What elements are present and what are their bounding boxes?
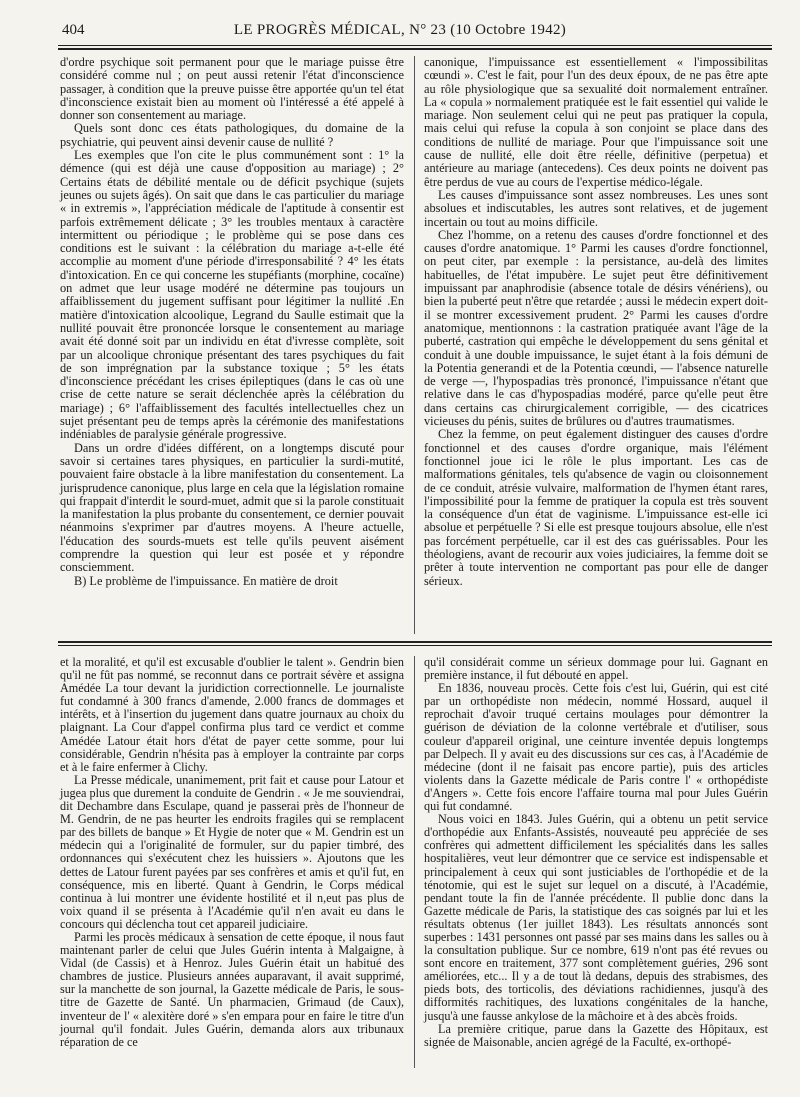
feature-column-right xyxy=(424,656,768,1049)
paragraph: d'ordre psychique soit permanent pour que le mariage puisse être considéré comme nul ; on peut aussi retenir l'état d'inconscience passager, à condition que la preuve puisse être apportée qu'un tel état d'inconscience existait bien au moment où l'intéressé a été appelé à donner son consentement au mariage. xyxy=(60,55,404,123)
page-number: 404 xyxy=(62,22,85,38)
page-header xyxy=(40,20,760,42)
article-column-left xyxy=(60,56,404,588)
paragraph: Nous voici en 1843. Jules Guérin, qui a obtenu un petit service d'orthopédie aux Enfants-Assistés, nouveauté peu appréciée de ses confrères qui admettent difficilement les spécialités dans les salles hospitalières, veut leur démontrer que ce service est indispensable et principalement à ceux qui sont justiciables de l'orthopédie et de la ténotomie, qui est le sujet sur lequel on a discuté, à l'Académie, pendant toute la fin de l'année précédente. Il publie donc dans la Gazette médicale de Paris, la statistique des cas soignés par lui et les résultats obtenus (1er juillet 1843). Les résultats annoncés sont superbes : 1431 personnes ont passé par ses mains dans les salles ou à la consultation publique. Sur ce nombre, 619 n'ont pas été revues ou sont encore en traitement, 377 sont complètement guéries, 296 sont améliorées, etc... Il y a de tout là dedans, depuis des strabismes, des pieds bots, des torticolis, des déviations rachidiennes, jusqu'à des difformités rachitiques, des luxations congénitales de la hanche, jusqu'à une fausse ankylose de la mâchoire et à des abcès froids. xyxy=(424,812,768,1023)
paragraph: Dans un ordre d'idées différent, on a longtemps discuté pour savoir si certaines tares physiques, en particulier la surdi-mutité, pouvaient faire obstacle à la libre manifestation du consentement. La jurisprudence canonique, plus large en cela que la législation romaine qui frappait d'interdit le sourd-muet, admit que si la parole constituait la manifestation la plus probante du consentement, ce dernier pouvait néanmoins s'exprimer par d'autres moyens. A l'heure actuelle, l'éducation des sourds-muets est telle qu'ils peuvent aisément comprendre la question qui leur est posée et y répondre consciemment. xyxy=(60,440,404,575)
article-top xyxy=(60,56,768,634)
section-rule-thick xyxy=(58,641,772,643)
paragraph: La Presse médicale, unanimement, prit fait et cause pour Latour et jugea plus que durement la conduite de Gendrin . « Je me souviendrai, dit Dechambre dans Esculape, quand je passerai près de l'honneur de M. Gendrin, de ne pas heurter les endroits fragiles qui se remplacent par des billets de banque » Et Hygie de noter que « M. Gendrin est un médecin qui a l'originalité de formuler, sur du papier timbré, des ordonnances qui s'exécutent chez les huissiers ». Ajoutons que les dettes de Latour furent payées par ses confrères et amis et qu'il fut, en conséquence, mis en liberté. Quant à Gendrin, le Corps médical continua à lui montrer une évidente hostilité et il n,eut pas plus de voix quand il se présenta à l'Académie qu'il n'en avait eu dans le concours qui déclencha tout cet appareil judiciaire. xyxy=(60,772,404,931)
paragraph: Chez l'homme, on a retenu des causes d'ordre fonctionnel et des causes d'ordre anatomique. 1° Parmi les causes d'ordre fonctionnel, on peut citer, par exemple : la persistance, au-delà des limites habituelles, de l'état impubère. Le sujet peut être définitivement impuissant par anaphrodisie (absence totale de désirs vénériens), ou bien la puberté peut n'être que retardée ; aussi le médecin expert doit-il se montrer excessivement prudent. 2° Parmi les causes d'ordre anatomique, mentionnons : la castration pratiquée avant l'âge de la puberté, castration qui empêche le développement du sens génital et conduit à une double impuissance, le sujet étant à la fois démuni de la Potentia generandi et de la Potentia cœundi, — l'absence naturelle de verge —, l'hypospadias très prononcé, l'impuissance n'étant que relative dans le cas d'hypospadias modéré, parce qu'elle peut être dans certains cas chirurgicalement corrigible, — des cicatrices vicieuses du pénis, suites de brûlures ou d'autres traumatismes. xyxy=(424,227,768,429)
paragraph: En 1836, nouveau procès. Cette fois c'est lui, Guérin, qui est cité par un orthopédiste non médecin, nommé Hossard, auquel il reprochait d'avoir truqué certains moulages pour démontrer la guérison de déviation de la colonne vertébrale et d'utiliser, sous couleur d'appareil original, une ceinture inventée depuis longtemps par Delpech. Il y avait eu des discussions sur ces cas, à l'Académie de médecine (dont il ne faisait pas encore partie), puis des articles violents dans la Gazette médicale de Paris contre l' « orthopédiste d'Angers ». Cette fois encore l'affaire tourna mal pour Jules Guérin qui fut condamné. xyxy=(424,681,768,814)
feature-column-left xyxy=(60,656,404,1049)
section-rule xyxy=(58,645,772,646)
paragraph: canonique, l'impuissance est essentiellement « l'impossibilitas cœundi ». C'est le fait, pour l'un des deux époux, de ne pas être apte au rôle physiologique que sa sexualité doit normalement entraîner. La « copula » normalement pratiquée est le fait essentiel qui valide le mariage. Non seulement celui qui ne peut pas pratiquer la copula, mais celui qui refuse la copula à son conjoint se place dans des conditions de nullité de mariage. Pour que l'impuissance soit une cause de nullité, elle doit être réelle, définitive (perpetua) et antérieure au mariage (antecedens). Ces deux points ne doivent pas être perdus de vue au cours de l'expertise médico-légale. xyxy=(424,55,768,189)
running-title: LE PROGRÈS MÉDICAL, N° 23 (10 Octobre 1942) xyxy=(233,22,567,38)
article-column-right xyxy=(424,56,768,588)
header-rule xyxy=(58,45,772,46)
feature-bottom xyxy=(60,656,768,1068)
header-rule-thick xyxy=(58,48,772,50)
paragraph: Parmi les procès médicaux à sensation de cette époque, il nous faut maintenant parler de celui que Jules Guérin intenta à Malgaigne, à Vidal (de Cassis) et à Henroz. Jules Guérin était un habitué des chambres de justice. Plusieurs années auparavant, il avait supprimé, sur la manchette de son journal, la Gazette médicale de Paris, le sous-titre de Gazette de Santé. Un pharmacien, Grimaud (de Caux), inventeur de l' « alexitère doré » s'en empara pour en faire le titre d'un journal qu'il fondait. Jules Guérin, demanda alors aux tribunaux réparation de ce xyxy=(60,929,404,1049)
paragraph: et la moralité, et qu'il est excusable d'oublier le talent ». Gendrin bien qu'il ne fût pas nommé, se reconnut dans ce portrait sévère et assigna Amédée La tour devant la juridiction correctionnelle. Le journaliste fut condamné à 300 francs d'amende, 2.000 francs de dommages et intérêts, et à l'insertion du jugement dans quatre journaux au choix du plaignant. La Cour d'appel confirma plus tard ce verdict et comme Amédée Latour était hors d'état de payer cette somme, pour lui considérable, Gendrin n'hésita pas à employer la contrainte par corps et à le faire enfermer à Clichy. xyxy=(60,655,404,774)
paragraph: Les exemples que l'on cite le plus communément sont : 1° la démence (qui est déjà une cause d'opposition au mariage) ; 2° Certains états de débilité mentale ou de déficit psychique (sujets jeunes ou sujets âgés). On sait que dans le cas particulier du mariage « in extremis », l'appréciation médicale de l'aptitude à consentir est parfois extrêmement délicate ; 3° les troubles mentaux à caractère intermittent ou périodique ; le problème qui se pose dans ces conditions est le suivant : la célébration du mariage a-t-elle été accomplie au moment d'une période d'irresponsabilité ? 4° les états d'intoxication. En ce qui concerne les stupéfiants (morphine, cocaïne) on admet que leur usage modéré ne détermine pas toujours un affaiblissement du jugement suffisant pour légitimer la nullité .En matière d'intoxication alcoolique, Legrand du Saulle estimait que la nullité pouvait être prononcée lorsque le consentement au mariage avait été donné soit par un individu en état d'ivresse complète, soit par un alcoolique chronique présentant des tares psychiques du fait de son imprégnation par la substance toxique ; 5° les états d'inconscience précédant les crises épileptiques (dans le cas où une crise de cette nature se serait déclenchée après la célébration du mariage) ; 6° l'affaiblissement des facultés intellectuelles chez un sujet présentant peu de temps après la cérémonie des manifestations indéniables de paralysie générale progressive. xyxy=(60,148,404,442)
paragraph: qu'il considérait comme un sérieux dommage pour lui. Gagnant en première instance, il fut débouté en appel. xyxy=(424,655,768,683)
paragraph: La première critique, parue dans la Gazette des Hôpitaux, est signée de Maisonable, ancien agrégé de la Faculté, ex-orthopé- xyxy=(424,1021,768,1049)
paragraph: Chez la femme, on peut également distinguer des causes d'ordre fonctionnel et des causes d'ordre organique, mais l'élément fonctionnel joue ici le rôle le plus important. Les cas de malformations génitales, tels qu'absence de vagin ou cloisonnement de ce conduit, atrésie vulvaire, malformation de l'hymen étant rares, l'impossibilité pour la femme de pratiquer la copula est très souvent la conséquence d'un état de vaginisme. L'impuissance est-elle ici absolue et perpétuelle ? Si elle est presque toujours absolue, elle n'est pas forcément perpétuelle, car il est des cas guérissables. Pour les théologiens, avant de recourir aux voies judiciaires, la femme doit se prêter à toute intervention ne comportant pas pour elle de danger sérieux. xyxy=(424,427,768,588)
paragraph: Les causes d'impuissance sont assez nombreuses. Les unes sont absolues et indiscutables, les autres sont relatives, et de jugement incertain ou tout au moins difficile. xyxy=(424,187,768,229)
section-heading-paragraph: B) Le problème de l'impuissance. En matière de droit xyxy=(74,573,338,588)
paragraph: Quels sont donc ces états pathologiques, du domaine de la psychiatrie, qui peuvent ainsi devenir cause de nullité ? xyxy=(60,121,404,149)
column-divider xyxy=(414,656,415,1068)
column-divider xyxy=(414,56,415,634)
